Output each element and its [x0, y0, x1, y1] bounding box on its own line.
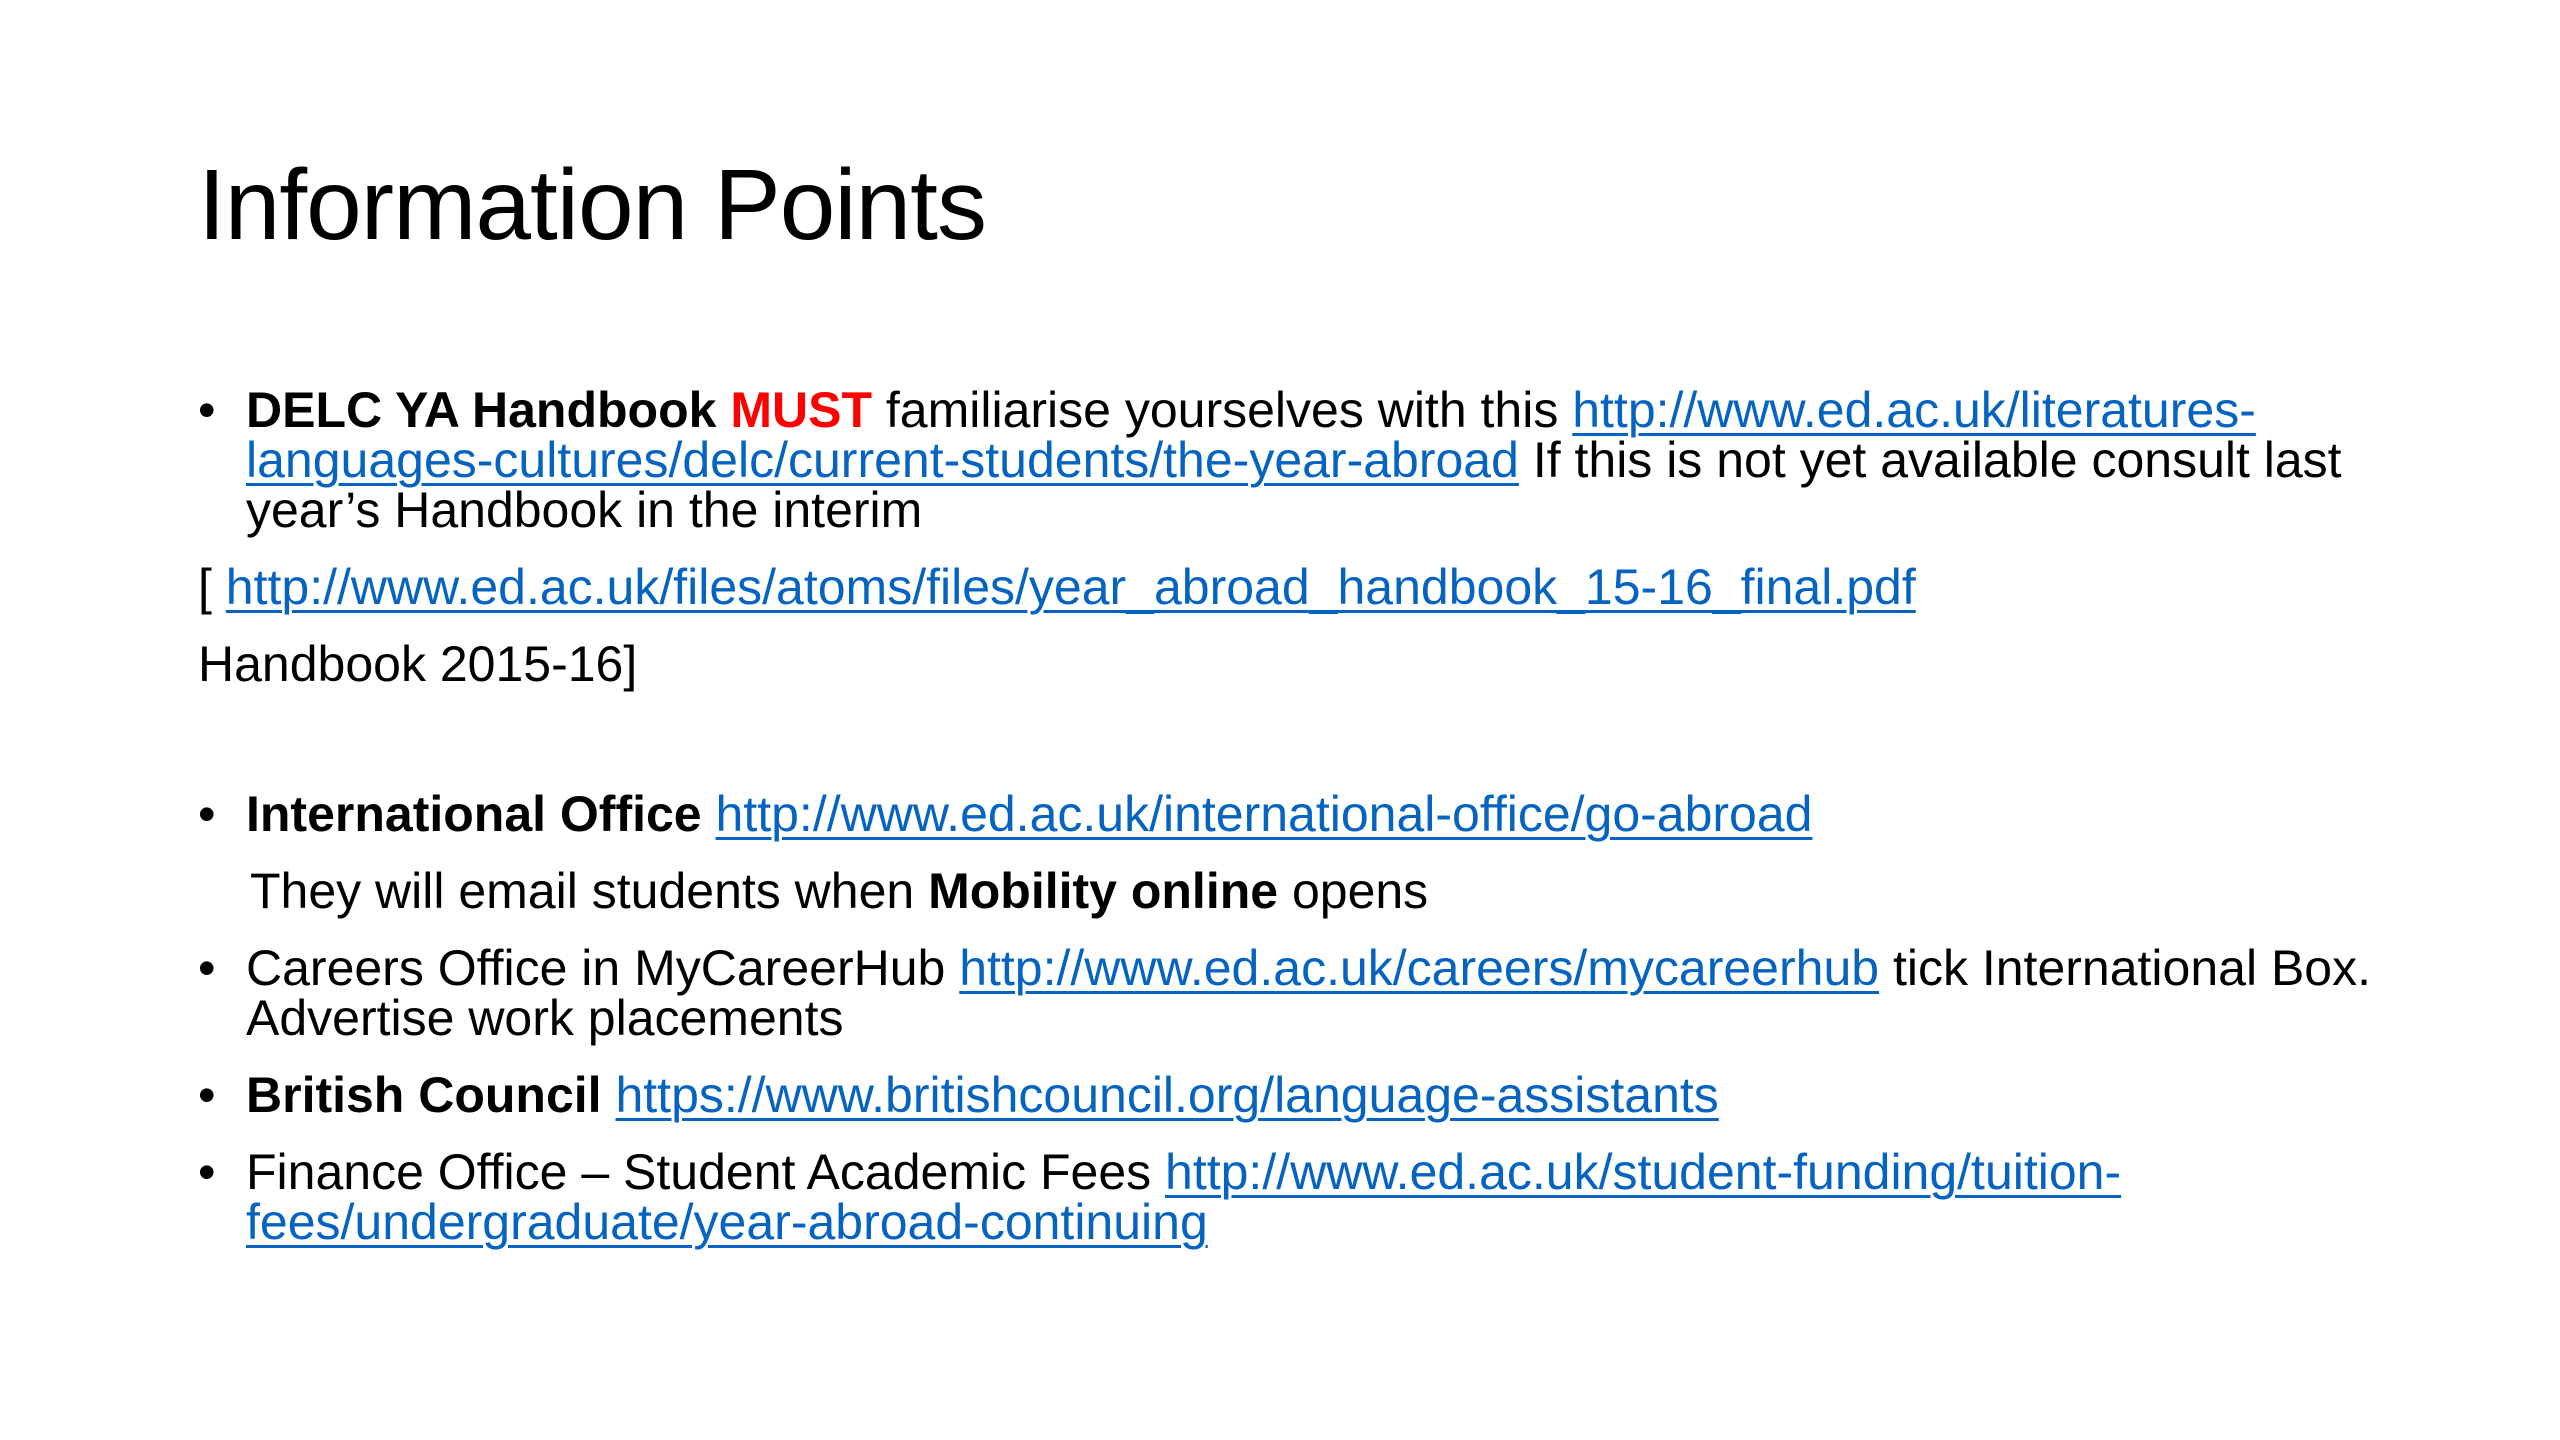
international-office-label: International Office [246, 786, 702, 842]
bracket-open: [ [198, 559, 226, 615]
mobility-note-pre: They will email students when [250, 863, 929, 919]
finance-text: Finance Office – Student Academic Fees [246, 1144, 1166, 1200]
handbook-text: familiarise yourselves with this [872, 382, 1573, 438]
careers-text-tail: tick International Box. Advertise work placements [246, 940, 2371, 1046]
handbook-link[interactable]: http://www.ed.ac.uk/literatures-languages-cultures/delc/current-students/the-year-abroad [246, 382, 2256, 488]
international-office-link[interactable]: http://www.ed.ac.uk/international-office/go-abroad [715, 786, 1813, 842]
mobility-online: Mobility online [928, 863, 1279, 919]
british-council-link[interactable]: https://www.britishcouncil.org/language-assistants [615, 1067, 1719, 1123]
old-handbook-line [198, 559, 2398, 615]
careers-link[interactable]: http://www.ed.ac.uk/careers/mycareerhub [959, 940, 1880, 996]
must-emphasis: MUST [730, 382, 872, 438]
bullet-careers-office [198, 940, 2398, 1046]
mobility-note-post: opens [1278, 863, 1429, 919]
bullet-british-council [198, 1067, 2398, 1123]
handbook-label: DELC YA Handbook [246, 382, 717, 438]
bullet-international-office [198, 786, 2398, 842]
slide-content [198, 382, 2398, 1250]
old-handbook-caption: Handbook 2015-16] [198, 636, 638, 692]
mobility-note [198, 863, 2398, 919]
old-handbook-link[interactable]: http://www.ed.ac.uk/files/atoms/files/year_abroad_handbook_15-16_final.pdf [225, 559, 1916, 615]
bullet-finance-office [198, 1144, 2398, 1250]
finance-link[interactable]: http://www.ed.ac.uk/student-funding/tuition-fees/undergraduate/year-abroad-continuing [246, 1144, 2122, 1250]
bullet-handbook [198, 382, 2398, 538]
slide-title: Information Points [198, 149, 986, 261]
careers-text: Careers Office in MyCareerHub [246, 940, 960, 996]
british-council-label: British Council [246, 1067, 602, 1123]
handbook-interim-text: If this is not yet available consult last year’s Handbook in the interim [246, 432, 2342, 538]
